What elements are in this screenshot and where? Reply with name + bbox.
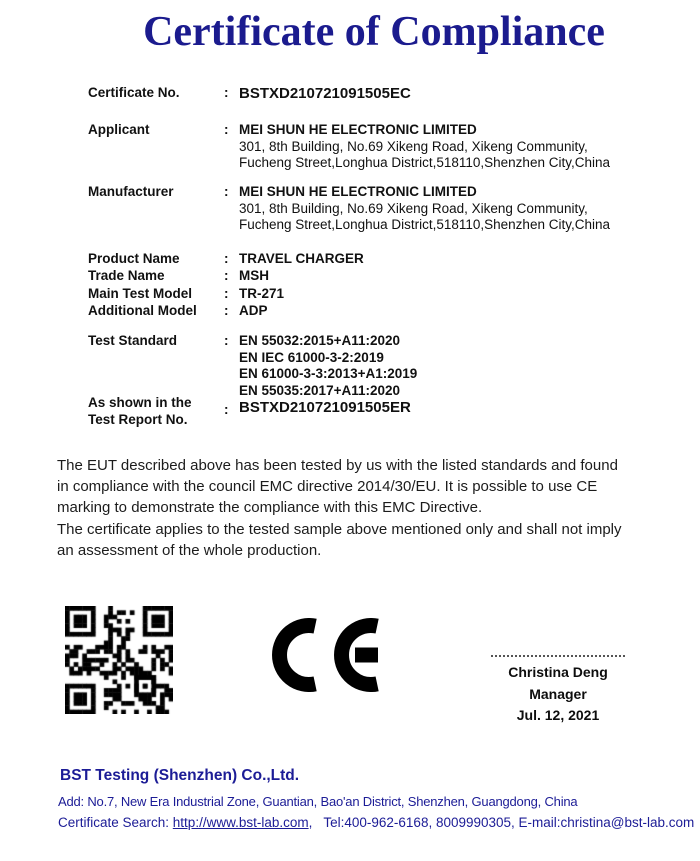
page-title: Certificate of Compliance — [143, 9, 605, 55]
field-label: Product Name — [88, 251, 180, 266]
footer-address: Add: No.7, New Era Industrial Zone, Guantian, Bao'an District, Shenzhen, Guangdong, China — [58, 794, 578, 809]
manufacturer-name: MEI SHUN HE ELECTRONIC LIMITED — [239, 184, 477, 199]
trade-name: MSH — [239, 268, 269, 283]
test-standard-list — [239, 333, 669, 399]
manufacturer-address-line: Fucheng Street,Longhua District,518110,Shenzhen City,China — [239, 217, 610, 232]
field-colon: : — [224, 333, 229, 348]
signature-line — [491, 655, 625, 657]
field-colon: : — [224, 402, 229, 417]
field-label: Applicant — [88, 122, 150, 137]
product-name: TRAVEL CHARGER — [239, 251, 364, 266]
statement-line: The EUT described above has been tested by us with the listed standards and found — [57, 457, 618, 474]
certificate-number: BSTXD210721091505EC — [239, 85, 411, 102]
field-label: Manufacturer — [88, 184, 174, 199]
applicant-value — [239, 122, 669, 172]
ce-mark-icon — [272, 618, 380, 692]
test-standard: EN IEC 61000-3-2:2019 — [239, 349, 384, 365]
field-label-line: Test Report No. — [88, 411, 188, 427]
manufacturer-value — [239, 184, 669, 234]
field-colon: : — [224, 184, 229, 199]
certificate-search-link[interactable]: http://www.bst-lab.com — [172, 815, 309, 830]
field-label: Trade Name — [88, 268, 165, 283]
statement-line: The certificate applies to the tested sample above mentioned only and shall not imply — [57, 520, 622, 538]
test-standard: EN 55032:2015+A11:2020 — [239, 333, 401, 348]
statement-line: an assessment of the whole production. — [57, 541, 322, 559]
footer-company-name: BST Testing (Shenzhen) Co.,Ltd. — [60, 767, 300, 784]
qr-code — [65, 606, 173, 714]
applicant-name: MEI SHUN HE ELECTRONIC LIMITED — [239, 122, 477, 137]
field-label: Additional Model — [88, 303, 197, 318]
field-label-line: As shown in the — [88, 395, 192, 410]
signature-block — [468, 655, 648, 727]
signature-date: Jul. 12, 2021 — [516, 707, 600, 723]
field-colon: : — [224, 251, 229, 266]
signatory-title: Manager — [529, 685, 587, 702]
field-label: Certificate No. — [88, 85, 180, 100]
manufacturer-address-line: 301, 8th Building, No.69 Xikeng Road, Xikeng Community, — [239, 200, 588, 216]
additional-model: ADP — [239, 303, 268, 318]
certificate-search-label: Certificate Search: — [58, 815, 173, 830]
statement-line: marking to demonstrate the compliance with this EMC Directive. — [57, 499, 483, 517]
field-colon: : — [224, 268, 229, 283]
footer-contact-line — [58, 815, 694, 830]
main-test-model: TR-271 — [239, 285, 285, 301]
field-colon: : — [224, 285, 229, 301]
applicant-address-line: Fucheng Street,Longhua District,518110,Shenzhen City,China — [239, 155, 610, 170]
compliance-statement — [57, 455, 687, 561]
signatory-name: Christina Deng — [508, 664, 608, 680]
test-report-number: BSTXD210721091505ER — [239, 399, 411, 416]
test-standard: EN 55035:2017+A11:2020 — [239, 382, 401, 398]
field-label — [88, 395, 228, 428]
field-colon: : — [224, 303, 229, 318]
applicant-address-line: 301, 8th Building, No.69 Xikeng Road, Xikeng Community, — [239, 138, 588, 154]
field-label: Main Test Model — [88, 285, 193, 301]
test-standard: EN 61000-3-3:2013+A1:2019 — [239, 366, 418, 381]
footer-contact-tail: , Tel:400-962-6168, 8009990305, E-mail:christina@bst-lab.com — [308, 815, 695, 830]
field-label: Test Standard — [88, 333, 178, 348]
field-colon: : — [224, 122, 229, 137]
field-colon: : — [224, 85, 229, 100]
statement-line: in compliance with the council EMC directive 2014/30/EU. It is possible to use CE — [57, 478, 598, 496]
